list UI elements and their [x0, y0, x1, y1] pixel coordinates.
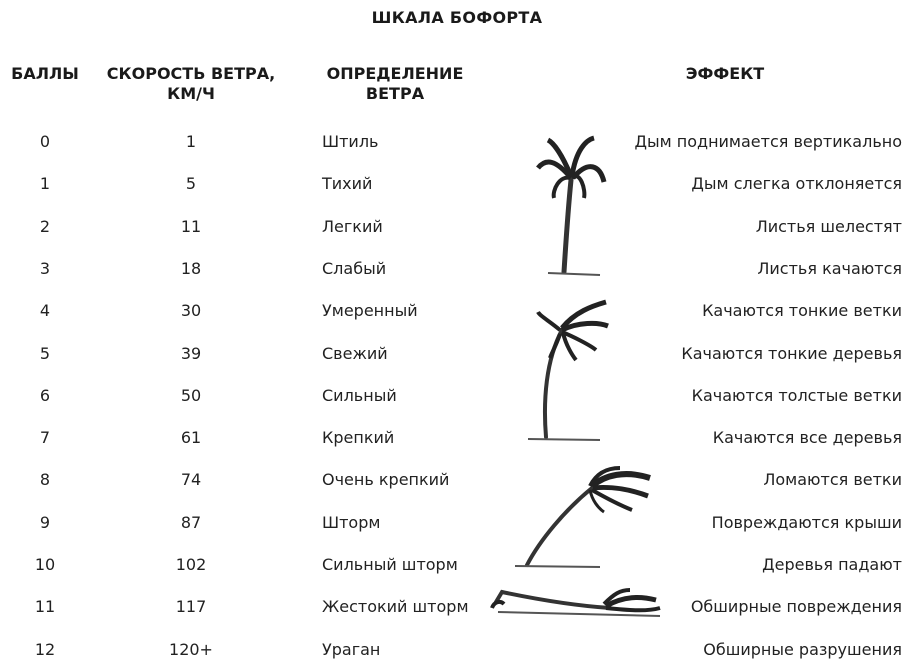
points-cell: 7	[39, 428, 51, 448]
points-cell: 6	[39, 385, 51, 405]
speed-cell: 30	[180, 301, 202, 321]
points-cell: 0	[39, 132, 51, 151]
effect-cell: Качаются толстые ветки	[691, 385, 902, 405]
table-row	[0, 249, 914, 289]
definition-cell: Жестокий шторм	[322, 597, 469, 617]
table-row	[0, 418, 914, 458]
speed-cell: 117	[175, 597, 207, 617]
table-row	[0, 545, 914, 585]
definition-cell: Шторм	[322, 512, 381, 532]
effect-cell: Ломаются ветки	[763, 470, 902, 490]
points-cell: 1	[39, 174, 51, 194]
speed-cell: 61	[180, 428, 202, 448]
table-row	[0, 291, 914, 331]
definition-cell: Крепкий	[322, 428, 395, 448]
speed-cell: 50	[180, 385, 202, 405]
definition-cell: Штиль	[322, 132, 379, 151]
points-cell: 11	[34, 597, 56, 617]
points-cell: 12	[34, 639, 56, 659]
points-cell: 10	[34, 555, 56, 574]
speed-cell: 1	[185, 132, 197, 151]
definition-cell: Легкий	[322, 216, 383, 236]
speed-cell: 87	[180, 512, 202, 532]
header-definition-line1: ОПРЕДЕЛЕНИЕ	[326, 64, 464, 83]
table-row	[0, 376, 914, 416]
table-row	[0, 334, 914, 374]
header-effect	[600, 64, 850, 84]
speed-cell: 5	[185, 174, 197, 194]
definition-cell: Свежий	[322, 343, 388, 363]
effect-cell: Листья шелестят	[755, 216, 902, 236]
speed-cell: 74	[180, 470, 202, 490]
header-speed-line1: СКОРОСТЬ ВЕТРА,	[106, 64, 276, 83]
effect-cell: Качаются тонкие деревья	[681, 343, 902, 363]
header-points	[0, 64, 90, 84]
points-cell: 3	[39, 258, 51, 278]
points-cell: 2	[39, 216, 51, 236]
table-row	[0, 460, 914, 500]
points-cell: 4	[39, 301, 51, 321]
speed-cell: 18	[180, 258, 202, 278]
definition-cell: Сильный	[322, 385, 397, 405]
header-definition-line2: ВЕТРА	[365, 84, 425, 103]
speed-cell: 102	[175, 555, 207, 574]
definition-cell: Умеренный	[322, 301, 418, 321]
points-cell: 5	[39, 343, 51, 363]
points-cell: 9	[39, 512, 51, 532]
definition-cell: Слабый	[322, 258, 387, 278]
speed-cell: 120+	[169, 639, 213, 659]
effect-cell: Листья качаются	[757, 258, 902, 278]
header-definition	[300, 64, 490, 104]
definition-cell: Сильный шторм	[322, 555, 458, 574]
effect-cell: Качаются все деревья	[712, 428, 902, 448]
effect-cell: Дым поднимается вертикально	[634, 132, 902, 151]
effect-cell: Обширные повреждения	[690, 597, 902, 617]
effect-cell: Обширные разрушения	[703, 639, 902, 659]
table-row	[0, 164, 914, 204]
page-title: ШКАЛА БОФОРТА	[371, 8, 543, 27]
header-speed	[96, 64, 286, 104]
table-row	[0, 630, 914, 670]
definition-cell: Очень крепкий	[322, 470, 450, 490]
points-cell: 8	[39, 470, 51, 490]
effect-cell: Качаются тонкие ветки	[702, 301, 902, 321]
table-row	[0, 122, 914, 162]
header-speed-line2: КМ/Ч	[167, 84, 215, 103]
definition-cell: Тихий	[322, 174, 373, 194]
table-row	[0, 587, 914, 627]
definition-cell: Ураган	[322, 639, 381, 659]
table-row	[0, 503, 914, 543]
header-effect-label: ЭФФЕКТ	[685, 64, 765, 83]
speed-cell: 39	[180, 343, 202, 363]
effect-cell: Деревья падают	[762, 555, 902, 574]
effect-cell: Повреждаются крыши	[711, 512, 902, 532]
table-row	[0, 207, 914, 247]
speed-cell: 11	[180, 216, 202, 236]
header-points-label: БАЛЛЫ	[11, 64, 79, 83]
effect-cell: Дым слегка отклоняется	[691, 174, 902, 194]
